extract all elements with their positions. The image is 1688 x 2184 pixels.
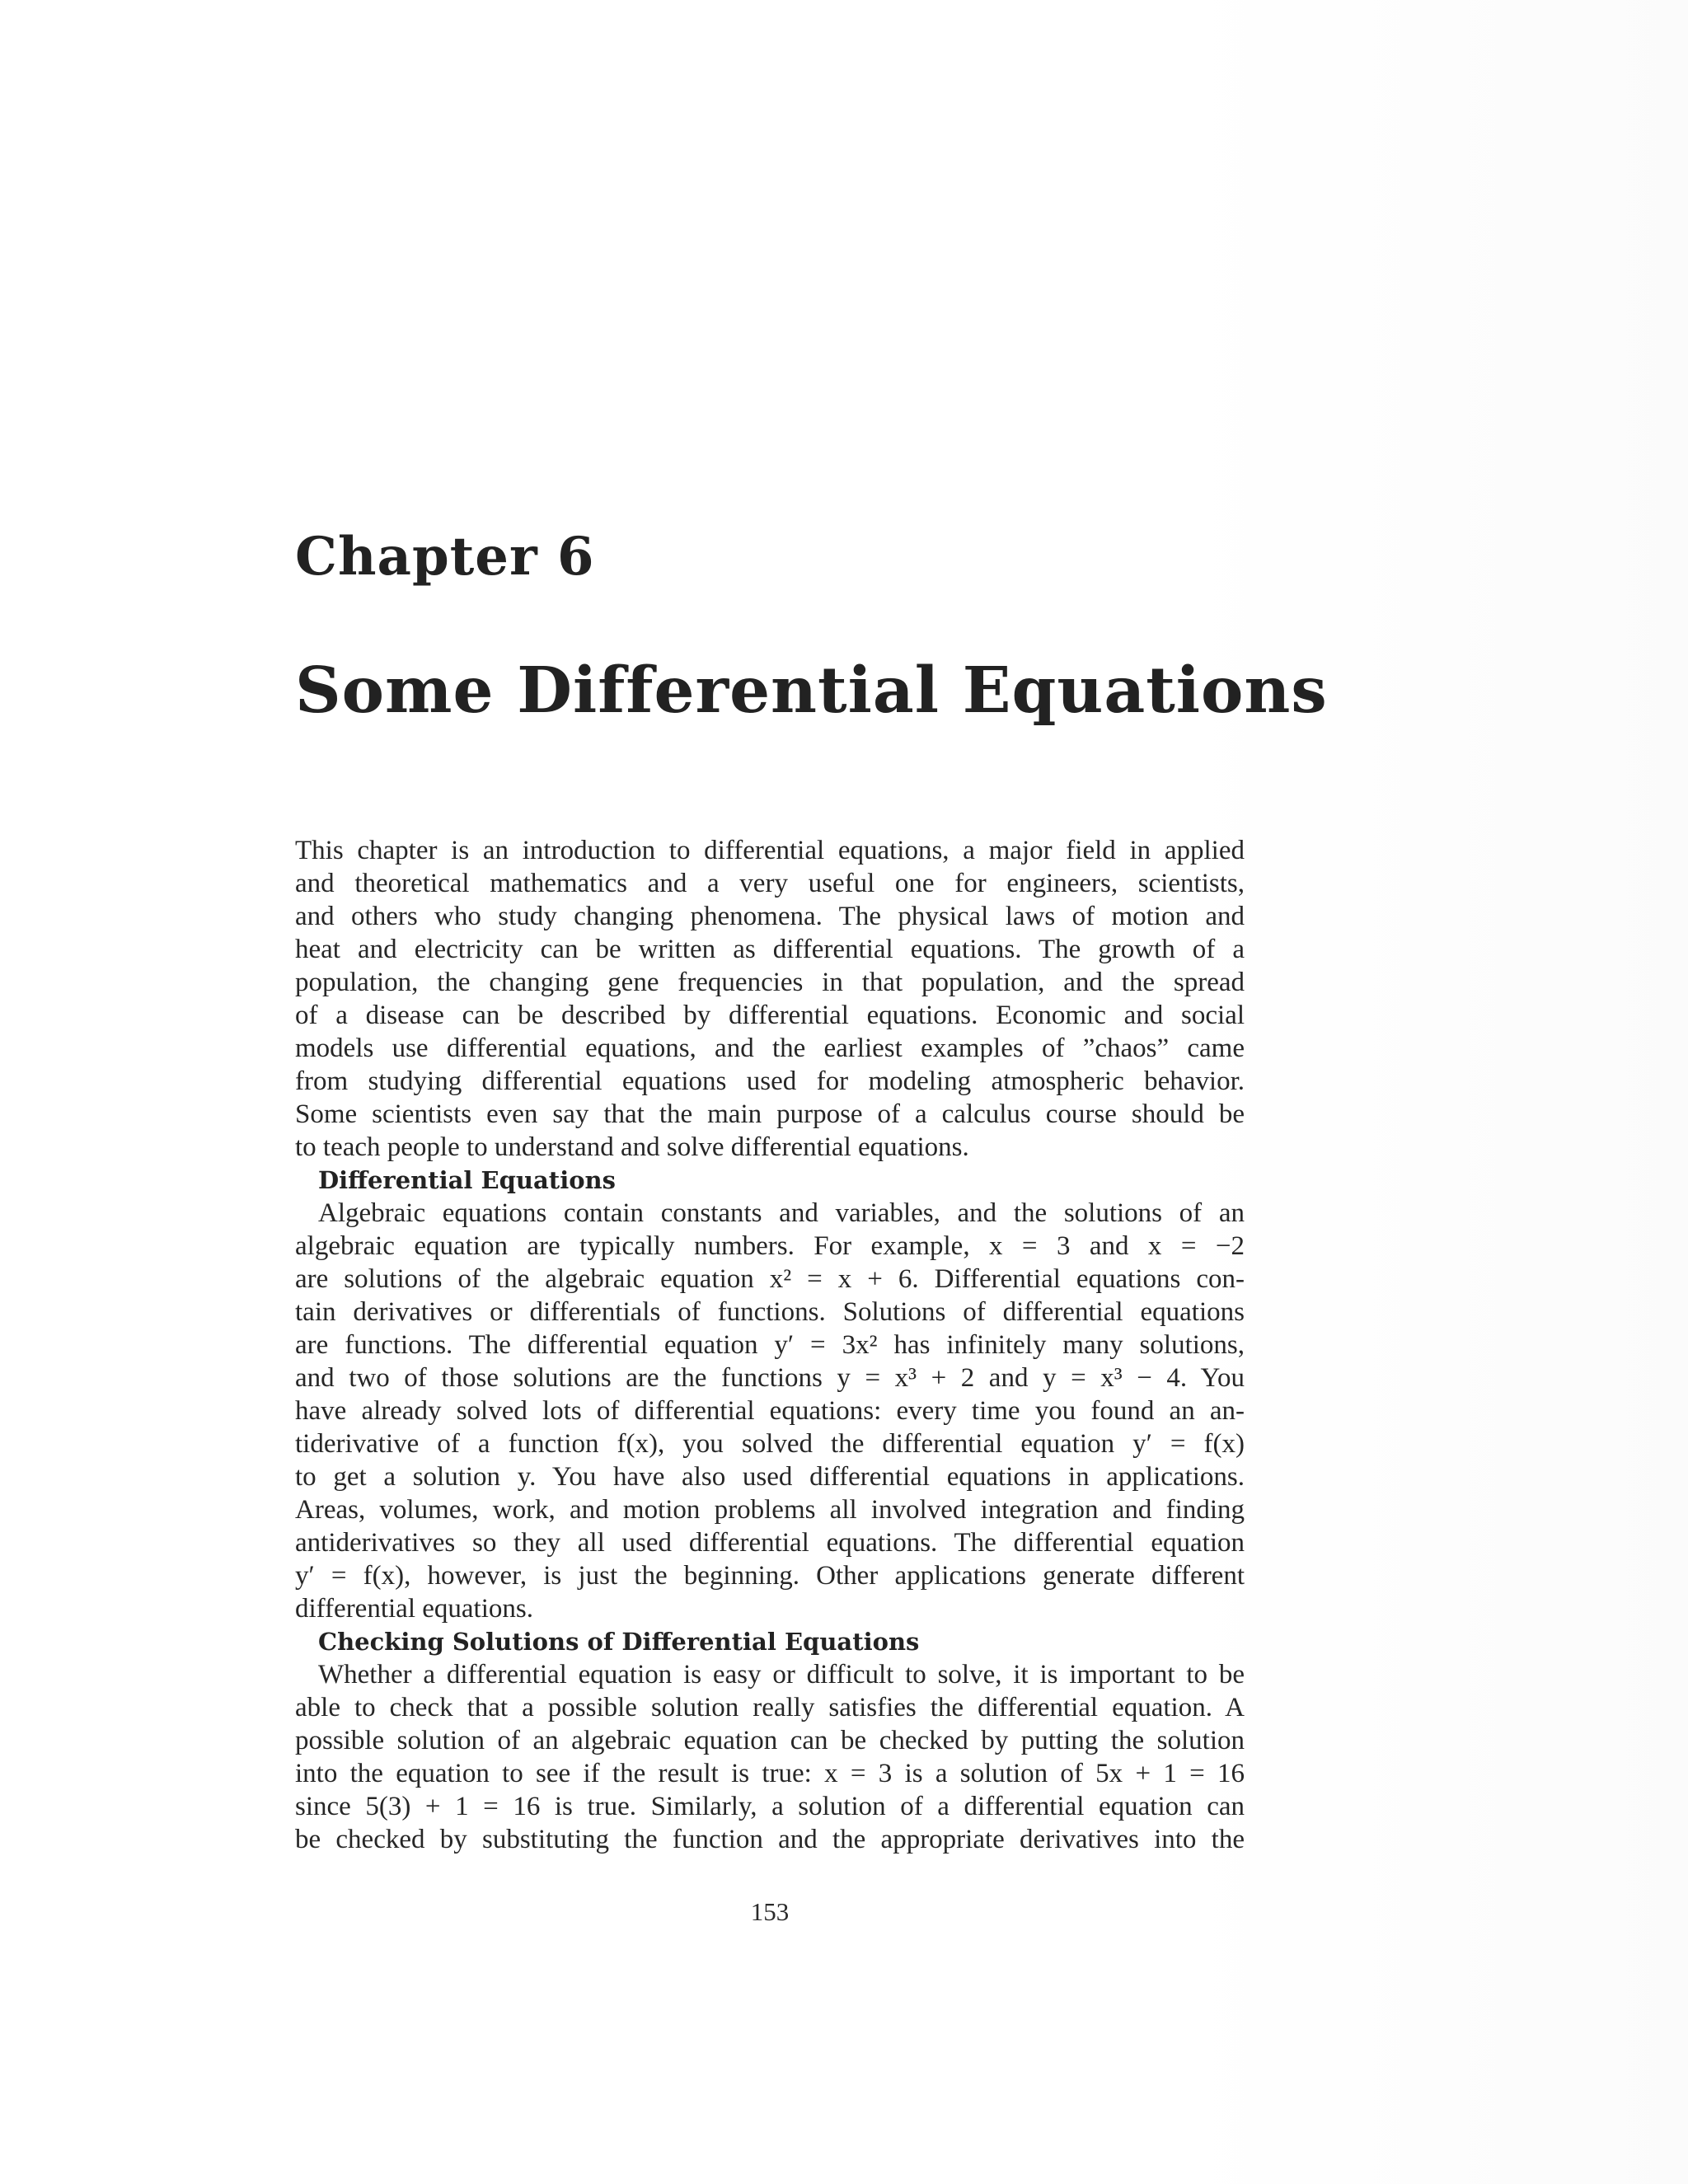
text-line: from studying differential equations used for modeling atmospheric behavior. bbox=[295, 1066, 1245, 1096]
text-line: to get a solution y. You have also used differential equations in applications. bbox=[295, 1462, 1245, 1492]
text-line: This chapter is an introduction to differential equations, a major field in applied bbox=[295, 836, 1245, 865]
text-line: models use differential equations, and the earliest examples of ”chaos” came bbox=[295, 1033, 1245, 1063]
text-line: differential equations. bbox=[295, 1594, 533, 1624]
text-line: able to check that a possible solution really satisfies the differential equation. A bbox=[295, 1693, 1245, 1722]
text-line: have already solved lots of differential equations: every time you found an an- bbox=[295, 1396, 1245, 1426]
page-number: 153 bbox=[750, 1897, 790, 1926]
text-line: Areas, volumes, work, and motion problems all involved integration and finding bbox=[295, 1495, 1245, 1525]
chapter-label: Chapter 6 bbox=[295, 526, 595, 588]
text-line: of a disease can be described by differential equations. Economic and social bbox=[295, 1001, 1245, 1030]
text-line: and theoretical mathematics and a very useful one for engineers, scientists, bbox=[295, 869, 1245, 898]
text-line: Whether a differential equation is easy or difficult to solve, it is important to be bbox=[318, 1660, 1245, 1690]
text-line: since 5(3) + 1 = 16 is true. Similarly, a solution of a differential equation can bbox=[295, 1792, 1245, 1821]
section-heading: Checking Solutions of Differential Equations bbox=[318, 1628, 920, 1656]
text-line: possible solution of an algebraic equation can be checked by putting the solution bbox=[295, 1726, 1245, 1755]
text-line: antiderivatives so they all used differential equations. The differential equation bbox=[295, 1528, 1245, 1558]
text-line: heat and electricity can be written as differential equations. The growth of a bbox=[295, 935, 1245, 964]
text-line: be checked by substituting the function and the appropriate derivatives into the bbox=[295, 1825, 1245, 1854]
text-line: to teach people to understand and solve differential equations. bbox=[295, 1132, 969, 1162]
text-line: into the equation to see if the result is true: x = 3 is a solution of 5x + 1 = 16 bbox=[295, 1759, 1245, 1788]
chapter-title: Some Differential Equations bbox=[295, 654, 1328, 728]
text-line: algebraic equation are typically numbers. For example, x = 3 and x = −2 bbox=[295, 1231, 1245, 1261]
text-line: Some scientists even say that the main purpose of a calculus course should be bbox=[295, 1099, 1245, 1129]
text-line: and two of those solutions are the functions y = x³ + 2 and y = x³ − 4. You bbox=[295, 1363, 1245, 1393]
body-text bbox=[295, 834, 1245, 1856]
text-line: Algebraic equations contain constants and variables, and the solutions of an bbox=[318, 1198, 1245, 1228]
text-line: are solutions of the algebraic equation x² = x + 6. Differential equations con- bbox=[295, 1264, 1245, 1294]
text-line: tiderivative of a function f(x), you solved the differential equation y′ = f(x) bbox=[295, 1429, 1245, 1459]
text-line: tain derivatives or differentials of functions. Solutions of differential equations bbox=[295, 1297, 1245, 1327]
text-line: y′ = f(x), however, is just the beginning. Other applications generate different bbox=[295, 1561, 1245, 1591]
text-line: population, the changing gene frequencies in that population, and the spread bbox=[295, 968, 1245, 997]
text-line: are functions. The differential equation y′ = 3x² has infinitely many solutions, bbox=[295, 1330, 1245, 1360]
section-heading: Differential Equations bbox=[318, 1166, 616, 1194]
text-line: and others who study changing phenomena. The physical laws of motion and bbox=[295, 902, 1245, 931]
